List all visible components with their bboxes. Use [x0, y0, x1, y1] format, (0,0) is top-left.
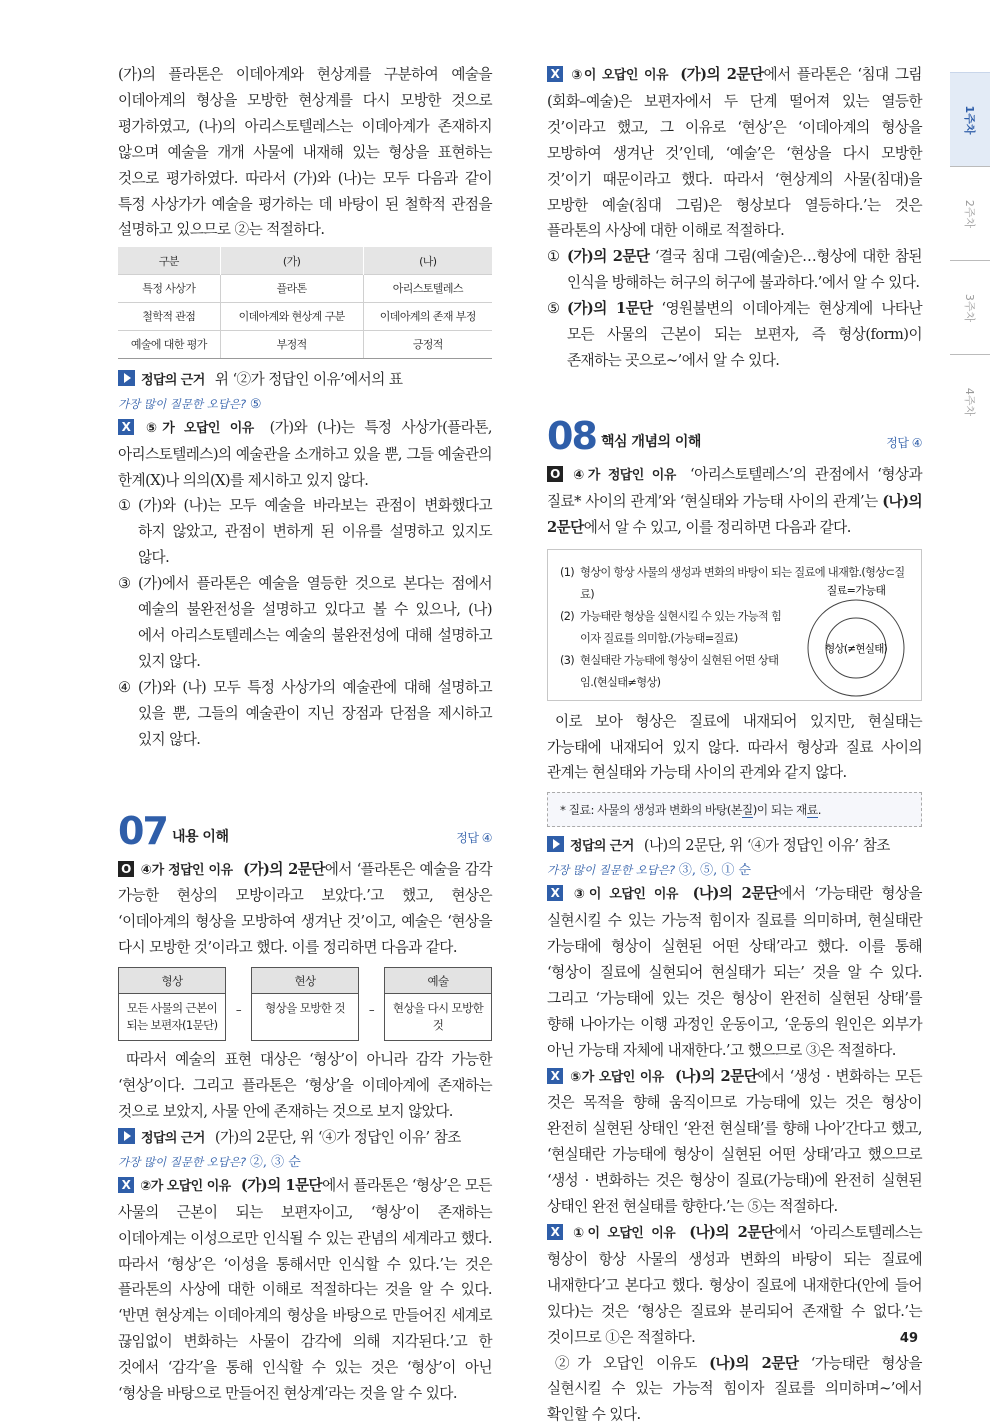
- flow-box: [251, 967, 359, 1041]
- table-header: (가): [220, 247, 363, 274]
- table-row: [118, 330, 492, 358]
- reason-text: 에서 알 수 있고, 이를 정리하면 다음과 같다.: [583, 518, 851, 536]
- x-mark-icon: X: [547, 1068, 563, 1084]
- flow-separator: –: [235, 1003, 242, 1018]
- basis-label: 정답의 근거: [141, 1130, 205, 1146]
- list-item: [547, 296, 922, 374]
- section-answer: 정답 ④: [886, 435, 922, 450]
- week-tabs: [950, 72, 990, 448]
- play-arrow-icon: [547, 836, 564, 852]
- note-text: )이 되는 재: [752, 803, 807, 818]
- section-number: 08: [547, 413, 596, 458]
- item-text: ‘결국 침대 그림(예술)은…형상에 대한 참된 인식을 방해하는 허구의 허구에 불과하다.’에서 알 수 있다.: [567, 248, 922, 292]
- flow-box-text: 형상을 모방한 것: [265, 1001, 345, 1016]
- basis-line: [118, 367, 492, 394]
- table-header: 구분: [118, 247, 220, 274]
- reason-tag: ⑤가 오답인 이유: [140, 420, 254, 436]
- table-header-row: [118, 247, 492, 274]
- tab-label: 1주차: [963, 105, 976, 134]
- hint-label: 가장 많이 질문한 오답은?: [118, 396, 247, 411]
- page-number: 49: [899, 1331, 918, 1346]
- correct-reason-4: [547, 462, 922, 541]
- reason-tag: ③이 오답인 이유: [569, 887, 678, 903]
- reason-bold: (가)의 2문단: [243, 860, 325, 878]
- wrong-reason-3-top: [547, 62, 922, 244]
- reason-text: 에서 플라톤은 ‘침대 그림(회화–예술)은 보편자에서 두 단계 떨어져 있는 열등한 것’이라고 했고, 그 이유로 ‘현상’은 ‘이데아계의 형상을 모방하여 생겨난 것’인데, ‘예술’은 ‘현상을 다시 모방한 것’이기 때문이라고 했다. 따라서 ‘현상계의 사물(침대)을 모방한 예술(침대 그림)은 형상보다 열등하다.’는 것은 플라톤의 사상에 대한 이해로 적절하다.: [547, 66, 922, 240]
- frequent-wrong-hint: [547, 860, 922, 881]
- basis-line: [547, 833, 922, 860]
- table-cell: 이데아계의 존재 부정: [363, 302, 492, 330]
- item-text: (가)에서 플라톤은 예술을 열등한 것으로 본다는 점에서 예술의 불완전성을 설명하고 있다고 볼 수 있으나, (나)에서 아리스토텔레스는 예술의 불완전성에 대해 설명하고 있지 않다.: [138, 575, 492, 670]
- wrong-reason-1: [547, 1220, 922, 1351]
- hint-label: 가장 많이 질문한 오답은?: [547, 863, 676, 878]
- o-mark-icon: O: [547, 466, 563, 482]
- table-header: (나): [363, 247, 492, 274]
- reason-text: (가)와 (나)는 특정 사상가(플라톤, 아리스토텔레스)의 예술관을 소개하고 있을 뿐, 그들 예술관의 한계(X)나 의의(X)를 제시하고 있지 않다.: [118, 418, 492, 489]
- concept-text: 가능태란 형상을 실현시킬 수 있는 가능적 힘이자 질료를 의미함.(가능태=질료): [580, 609, 782, 645]
- tab-label: 2주차: [963, 199, 976, 228]
- basis-text: (가)의 2문단, 위 ‘④가 정답인 이유’ 참조: [214, 1128, 461, 1146]
- section-number: 07: [118, 808, 167, 853]
- item-bold: (가)의 1문단: [567, 300, 653, 318]
- hint-answers: ③, ⑤, ① 순: [678, 863, 752, 879]
- final-text: ②가 오답인 이유도: [555, 1354, 710, 1372]
- table-cell: 아리스토텔레스: [363, 274, 492, 302]
- after-concept-paragraph: 이로 보아 형상은 질료에 내재되어 있지만, 현실태는 가능태에 내재되어 있지 않다. 따라서 형상과 질료 사이의 관계는 현실태와 가능태 사이의 관계와 같지 않다.: [547, 712, 922, 782]
- basis-label: 정답의 근거: [141, 372, 205, 388]
- tab-week-4[interactable]: [950, 354, 990, 448]
- list-item: [118, 675, 492, 753]
- x-mark-icon: X: [547, 885, 563, 901]
- reason-bold: (가)의 1문단: [240, 1176, 323, 1194]
- concept-item: [560, 650, 788, 694]
- final-text: ‘가능태란 형상을 실현시킬 수 있는 가능적 힘이자 질료를 의미하며~’에서 확인할 수 있다.: [547, 1354, 922, 1424]
- comparison-table: [118, 247, 492, 359]
- section-07-header: [118, 805, 492, 851]
- flow-box-text: 모든 사물의 근본이 되는 보편자(1문단): [126, 1001, 218, 1033]
- final-paragraph: [547, 1351, 922, 1428]
- after-flow-paragraph: 따라서 예술의 표현 대상은 ‘형상’이 아니라 감각 가능한 ‘현상’이다. 그리고 플라톤은 ‘형상’을 이데아계에 존재하는 것으로 보았지, 사물 안에 존재하는 것으로 보지 않았다.: [118, 1051, 492, 1120]
- item-text: ‘영원불변의 이데아계는 현상계에 나타난 모든 사물의 근본이 되는 보편자, 즉 형상(form)이 존재하는 곳으로~’에서 알 수 있다.: [567, 300, 922, 369]
- reason-bold: (나)의 2문단: [675, 1067, 758, 1085]
- concept-text: 형상이 항상 사물의 생성과 변화의 바탕이 되는 질료에 내재함.(형상⊂질료): [580, 565, 905, 601]
- wrong-reason-5: [547, 1064, 922, 1220]
- reason-text: 에서 ‘생성 · 변화하는 모든 것은 목적을 향해 움직이므로 가능태에 있는 것은 형상이 완전히 실현된 상태인 ‘완전 현실태’를 향해 나아’간다고 했고, ‘현실태란 가능태에 형상이 실현된 어떤 상태’라고 했으므로 ‘생성 · 변화하는 것은 형상이 질료(가능태)에 완전히 실현된 상태인 완전 현실태를 향한다.’는 ⑤는 적절하다.: [547, 1067, 922, 1216]
- inner-circle-label: 형상(≠현실태): [824, 642, 888, 655]
- wrong-reason-3: [547, 881, 922, 1063]
- concept-number: (1): [560, 565, 574, 579]
- reason-text: 에서 ‘플라톤은 예술을 감각 가능한 현상의 모방이라고 보았다.’고 했고, 현상은 ‘이데아계의 형상을 모방하여 생겨난 것’이고, 예술은 ‘현상을 다시 모방한 것’이라고 했다. 이를 정리하면 다음과 같다.: [118, 860, 492, 957]
- concept-number: (3): [560, 653, 574, 667]
- item-number: ③: [118, 575, 131, 593]
- flow-box: [118, 967, 226, 1041]
- reason-bold: (나)의 2문단: [692, 885, 779, 903]
- reason-text: 에서 ‘아리스토텔레스는 형상이 항상 사물의 생성과 변화의 바탕이 되는 질료에 내재한다’고 본다고 했다. 형상이 질료에 내재한다(안에 들어 있다)는 것은 ‘형상은 질료와 분리되어 존재할 수 없다.’는 것이므로 ①은 적절하다.: [547, 1224, 922, 1346]
- wrong-reason-5: [118, 415, 492, 494]
- basis-label: 정답의 근거: [570, 839, 634, 855]
- flow-box: [384, 967, 492, 1041]
- basis-text: 위 ‘②가 정답인 이유’에서의 표: [214, 370, 403, 388]
- section-08-header: [547, 410, 922, 456]
- item-number: ⑤: [547, 300, 560, 318]
- flow-box-title: 현상: [252, 968, 358, 994]
- hint-label: 가장 많이 질문한 오답은?: [118, 1154, 247, 1169]
- reason-tag: ④가 정답인 이유: [569, 467, 676, 483]
- table-cell: 예술에 대한 평가: [118, 330, 220, 358]
- o-mark-icon: O: [118, 861, 134, 877]
- item-text: (가)와 (나) 모두 특정 사상가의 예술관에 대해 설명하고 있을 뿐, 그들의 예술관이 지닌 장점과 단점을 제시하고 있지 않다.: [138, 678, 492, 748]
- footnote-box: [547, 792, 922, 827]
- table-cell: 부정적: [220, 330, 363, 358]
- item-number: ④: [118, 678, 131, 696]
- final-bold: (나)의 2문단: [709, 1354, 799, 1372]
- item-number: ①: [118, 497, 131, 515]
- tab-label: 3주차: [963, 293, 976, 322]
- note-underline: 료: [806, 803, 818, 818]
- reason-text: ‘아리스토텔레스’의 관점에서 ‘형상과 질료* 사이의 관계’와 ‘현실태와 가능태 사이의 관계’는: [547, 465, 922, 510]
- concept-item: [560, 606, 788, 650]
- reason-text: 에서 플라톤은 ‘형상’은 모든 사물의 근본이 되는 보편자이고, ‘형상’이 존재하는 이데아계는 이성으로만 인식될 수 있는 관념의 세계라고 했다. 따라서 ‘형상’은 ‘이성을 통해서만 인식할 수 있다.’는 것은 플라톤의 사상에 대한 이해로 적절하다는 것을 알 수 있다. ‘반면 현상계는 이데아계의 형상을 바탕으로 만들어진 세계로 끊임없이 변화하는 사물이 감각에 의해 지각된다.’고 한 것에서 ‘감각’을 통해 인식할 수 있는 것은 ‘형상’이 아닌 ‘형상을 바탕으로 만들어진 현상계’라는 것을 알 수 있다.: [118, 1176, 492, 1403]
- section-title: 핵심 개념의 이해: [601, 433, 701, 450]
- section-title: 내용 이해: [172, 828, 229, 845]
- hint-answers: ②, ③ 순: [249, 1154, 301, 1170]
- hint-answers: ⑤: [249, 396, 262, 412]
- table-cell: 긍정적: [363, 330, 492, 358]
- basis-line: [118, 1125, 492, 1152]
- table-cell: 플라톤: [220, 274, 363, 302]
- correct-reason-4: [118, 857, 492, 962]
- reason-bold: (나)의 2문단: [547, 492, 922, 536]
- item-number: ①: [547, 248, 560, 266]
- concept-text: 현실태란 가능태에 형상이 실현된 어떤 상태임.(현실태≠형상): [580, 653, 779, 689]
- outer-circle-label: 질료=가능태: [826, 583, 886, 597]
- flow-diagram: [118, 967, 492, 1041]
- table-row: [118, 302, 492, 330]
- frequent-wrong-hint: [118, 1152, 492, 1173]
- reason-tag: ①이 오답인 이유: [569, 1226, 676, 1241]
- wrong-reason-2: [118, 1173, 492, 1407]
- list-item: [547, 244, 922, 296]
- play-arrow-icon: [118, 1128, 135, 1144]
- table-cell: 특정 사상가: [118, 274, 220, 302]
- reason-text: 에서 ‘가능태란 형상을 실현시킬 수 있는 가능적 힘이자 질료를 의미하며, 현실태란 가능태에 형상이 실현된 어떤 상태’라고 했다. 이를 통해 ‘형상이 질료에 실현되어 현실태가 되는’ 것을 알 수 있다. 그리고 ‘가능태에 있는 것은 형상이 완전히 실현된 상태’를 향해 나아가는 이행 과정인 운동이고, ‘운동의 원인은 외부가 아닌 가능태 자체에 내재한다.’고 했으므로 ③은 적절하다.: [547, 885, 922, 1059]
- tab-week-1[interactable]: [950, 72, 990, 166]
- x-mark-icon: X: [547, 66, 563, 82]
- list-item: [118, 571, 492, 675]
- reason-bold: (나)의 2문단: [689, 1224, 775, 1241]
- reason-tag: ⑤가 오답인 이유: [569, 1069, 664, 1085]
- x-mark-icon: X: [118, 419, 134, 435]
- x-mark-icon: X: [547, 1224, 563, 1240]
- note-underline: 질: [741, 803, 753, 818]
- flow-box-title: 형상: [119, 968, 225, 994]
- right-column: [547, 62, 922, 1428]
- tab-week-3[interactable]: [950, 260, 990, 354]
- flow-separator: –: [368, 1003, 375, 1018]
- note-text: .: [817, 803, 822, 818]
- item-text: (가)와 (나)는 모두 예술을 바라보는 관점이 변화했다고 하지 않았고, 관점이 변하게 된 이유를 설명하고 있지도 않다.: [138, 497, 492, 567]
- play-arrow-icon: [118, 370, 135, 386]
- flow-box-title: 예술: [385, 968, 491, 994]
- reason-tag: ④가 정답인 이유: [140, 862, 233, 878]
- table-cell: 이데아계와 현상계 구분: [220, 302, 363, 330]
- tab-label: 4주차: [963, 387, 976, 416]
- note-text: * 질료: 사물의 생성과 변화의 바탕(본: [560, 803, 742, 818]
- section-answer: 정답 ④: [456, 830, 492, 845]
- table-row: [118, 274, 492, 302]
- reason-tag: ③이 오답인 이유: [569, 68, 668, 83]
- list-item: [118, 493, 492, 571]
- intro-paragraph: (가)의 플라톤은 이데아계와 현상계를 구분하여 예술을 이데아계의 형상을 모방한 현상계를 다시 모방한 것으로 평가하였고, (나)의 아리스토텔레스는 이데아계가 존재하지 않으며 예술을 개개 사물에 내재해 있는 형상을 표현하는 것으로 평가하였다. 따라서 (가)와 (나)는 모두 다음과 같이 특정 사상가가 예술을 평가하는 데 바탕이 된 철학적 관점을 설명하고 있으므로 ②는 적절하다.: [118, 66, 492, 239]
- flow-box-text: 현상을 다시 모방한 것: [392, 1001, 484, 1033]
- item-bold: (가)의 2문단: [567, 248, 650, 266]
- reason-bold: (가)의 2문단: [680, 66, 764, 83]
- left-column: [118, 62, 492, 1407]
- tab-week-2[interactable]: [950, 166, 990, 260]
- concept-number: (2): [560, 609, 574, 623]
- concept-box: [547, 549, 922, 701]
- table-cell: 철학적 관점: [118, 302, 220, 330]
- frequent-wrong-hint: [118, 394, 492, 415]
- basis-text: (나)의 2문단, 위 ‘④가 정답인 이유’ 참조: [643, 837, 890, 855]
- x-mark-icon: X: [118, 1177, 134, 1193]
- nested-circle-diagram: [798, 580, 913, 700]
- reason-tag: ②가 오답인 이유: [140, 1178, 231, 1194]
